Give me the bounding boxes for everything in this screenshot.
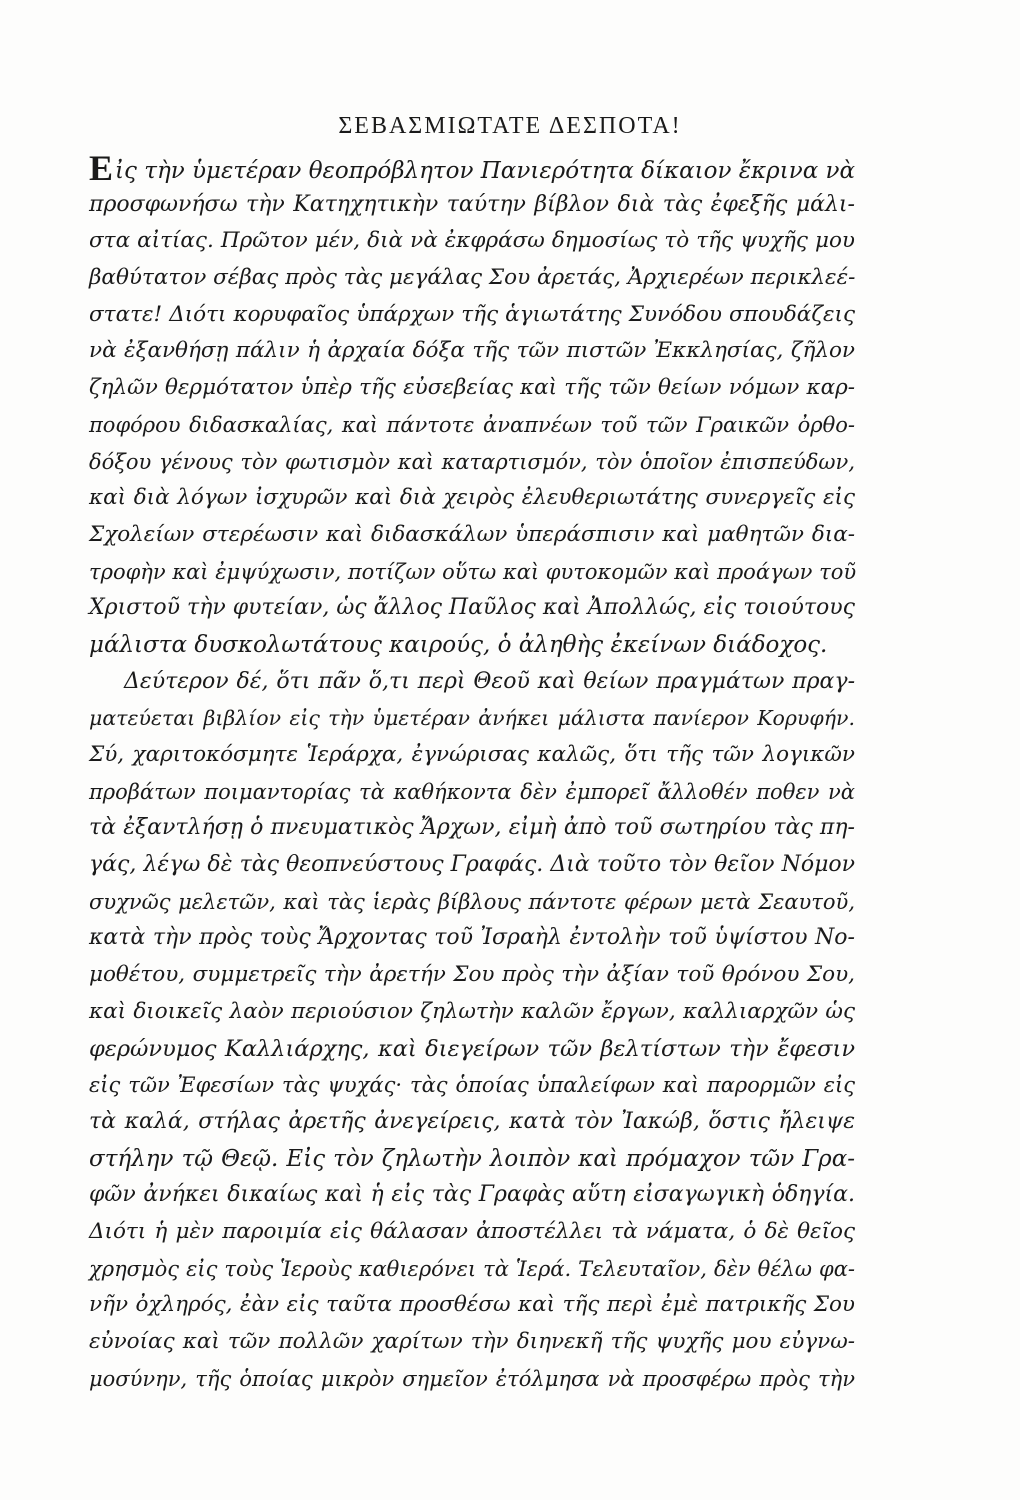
text-line: τὰ ἐξαντλήσῃ ὁ πνευματικὸς Ἄρχων, εἰμὴ ἀπὸ τοῦ σωτηρίου τὰς πη- bbox=[89, 815, 855, 841]
text-line: Διότι ἡ μὲν παροιμία εἰς θάλασαν ἀποστέλλει τὰ νάματα, ὁ δὲ θεῖος bbox=[89, 1218, 855, 1244]
page-heading: ΣΕΒΑΣΜΙΩΤΑΤΕ ΔΕΣΠΟΤΑ! bbox=[338, 113, 682, 139]
text-line: τροφὴν καὶ ἐμψύχωσιν, ποτίζων οὕτω καὶ φυτοκομῶν καὶ προάγων τοῦ bbox=[89, 559, 857, 584]
text-line: ζηλῶν θερμότατον ὑπὲρ τῆς εὐσεβείας καὶ τῆς τῶν θείων νόμων καρ- bbox=[89, 375, 855, 401]
text-line: κατὰ τὴν πρὸς τοὺς Ἄρχοντας τοῦ Ἰσραὴλ ἐντολὴν τοῦ ὑψίστου Νο- bbox=[89, 925, 855, 951]
text-line: φῶν ἀνήκει δικαίως καὶ ἡ εἰς τὰς Γραφὰς αὕτη εἰσαγωγικὴ ὁδηγία. bbox=[89, 1182, 855, 1208]
text-line: εὐνοίας καὶ τῶν πολλῶν χαρίτων τὴν διηνεκῆ τῆς ψυχῆς μου εὐγνω- bbox=[89, 1329, 855, 1354]
text-line: ματεύεται βιβλίον εἰς τὴν ὑμετέραν ἀνήκει μάλιστα πανίερον Κορυφήν. bbox=[89, 706, 855, 731]
text-line: εἰς τῶν Ἐφεσίων τὰς ψυχάς· τὰς ὁποίας ὑπαλείφων καὶ παρορμῶν εἰς bbox=[89, 1073, 855, 1098]
text-line: προσφωνήσω τὴν Κατηχητικὴν ταύτην βίβλον διὰ τὰς ἐφεξῆς μάλι- bbox=[89, 191, 855, 217]
text-line: Εἰς τὴν ὑμετέραν θεοπρόβλητον Πανιερότητα δίκαιον ἔκρινα νὰ bbox=[89, 148, 856, 188]
text-line: χρησμὸς εἰς τοὺς Ἱεροὺς καθιερόνει τὰ Ἱερά. Τελευταῖον, δὲν θέλω φα- bbox=[89, 1256, 855, 1281]
drop-cap: Ε bbox=[89, 148, 114, 188]
text-line: στα αἰτίας. Πρῶτον μέν, διὰ νὰ ἐκφράσω δημοσίως τὸ τῆς ψυχῆς μου bbox=[89, 228, 855, 254]
text-line: Δεύτερον δέ, ὅτι πᾶν ὅ,τι περὶ Θεοῦ καὶ θείων πραγμάτων πραγ- bbox=[124, 668, 855, 694]
text-line: Χριστοῦ τὴν φυτείαν, ὡς ἄλλος Παῦλος καὶ Ἀπολλώς, εἰς τοιούτους bbox=[89, 595, 855, 621]
text-line: νὰ ἐξανθήσῃ πάλιν ἡ ἀρχαία δόξα τῆς τῶν πιστῶν Ἐκκλησίας, ζῆλον bbox=[89, 338, 855, 364]
text-line: Σύ, χαριτοκόσμητε Ἱεράρχα, ἐγνώρισας καλῶς, ὅτι τῆς τῶν λογικῶν bbox=[89, 742, 855, 767]
text-line: γάς, λέγω δὲ τὰς θεοπνεύστους Γραφάς. Διὰ τοῦτο τὸν θεῖον Νόμον bbox=[89, 852, 855, 878]
text-line: στήλην τῷ Θεῷ. Εἰς τὸν ζηλωτὴν λοιπὸν καὶ πρόμαχον τῶν Γρα- bbox=[89, 1145, 855, 1172]
text-line: Σχολείων στερέωσιν καὶ διδασκάλων ὑπεράσπισιν καὶ μαθητῶν δια- bbox=[89, 521, 855, 547]
text-line: καὶ διὰ λόγων ἰσχυρῶν καὶ διὰ χειρὸς ἐλευθεριωτάτης συνεργεῖς εἰς bbox=[89, 485, 855, 511]
text-line: δόξου γένους τὸν φωτισμὸν καὶ καταρτισμόν, τὸν ὁποῖον ἐπισπεύδων, bbox=[89, 449, 855, 474]
text-line: βαθύτατον σέβας πρὸς τὰς μεγάλας Σου ἀρετάς, Ἀρχιερέων περικλεέ- bbox=[89, 265, 856, 291]
text-line: προβάτων ποιμαντορίας τὰ καθήκοντα δὲν ἐμπορεῖ ἄλλοθέν ποθεν νὰ bbox=[89, 779, 855, 804]
dedication-text bbox=[89, 150, 855, 1397]
text-line: μάλιστα δυσκολωτάτους καιρούς, ὁ ἀληθὴς ἐκείνων διάδοχος. bbox=[89, 631, 828, 658]
text-line: ποφόρου διδασκαλίας, καὶ πάντοτε ἀναπνέων τοῦ τῶν Γραικῶν ὀρθο- bbox=[89, 412, 855, 437]
text-line: φερώνυμος Καλλιάρχης, καὶ διεγείρων τῶν βελτίστων τὴν ἔφεσιν bbox=[89, 1035, 855, 1062]
text-line: στατε! Διότι κορυφαῖος ὑπάρχων τῆς ἁγιωτάτης Συνόδου σπουδάζεις bbox=[89, 301, 855, 327]
text-line: νῆν ὀχληρός, ἐὰν εἰς ταῦτα προσθέσω καὶ τῆς περὶ ἐμὲ πατρικῆς Σου bbox=[89, 1292, 855, 1318]
text-line: μοσύνην, τῆς ὁποίας μικρὸν σημεῖον ἐτόλμησα νὰ προσφέρω πρὸς τὴν bbox=[89, 1366, 855, 1391]
text-line: συχνῶς μελετῶν, καὶ τὰς ἱερὰς βίβλους πάντοτε φέρων μετὰ Σεαυτοῦ, bbox=[89, 889, 855, 914]
text-line: καὶ διοικεῖς λαὸν περιούσιον ζηλωτὴν καλῶν ἔργων, καλλιαρχῶν ὡς bbox=[89, 998, 855, 1024]
text-line: τὰ καλά, στήλας ἀρετῆς ἀνεγείρεις, κατὰ τὸν Ἰακώβ, ὅστις ἤλειψε bbox=[89, 1108, 855, 1134]
text-line: μοθέτου, συμμετρεῖς τὴν ἀρετήν Σου πρὸς τὴν ἀξίαν τοῦ θρόνου Σου, bbox=[89, 962, 855, 988]
